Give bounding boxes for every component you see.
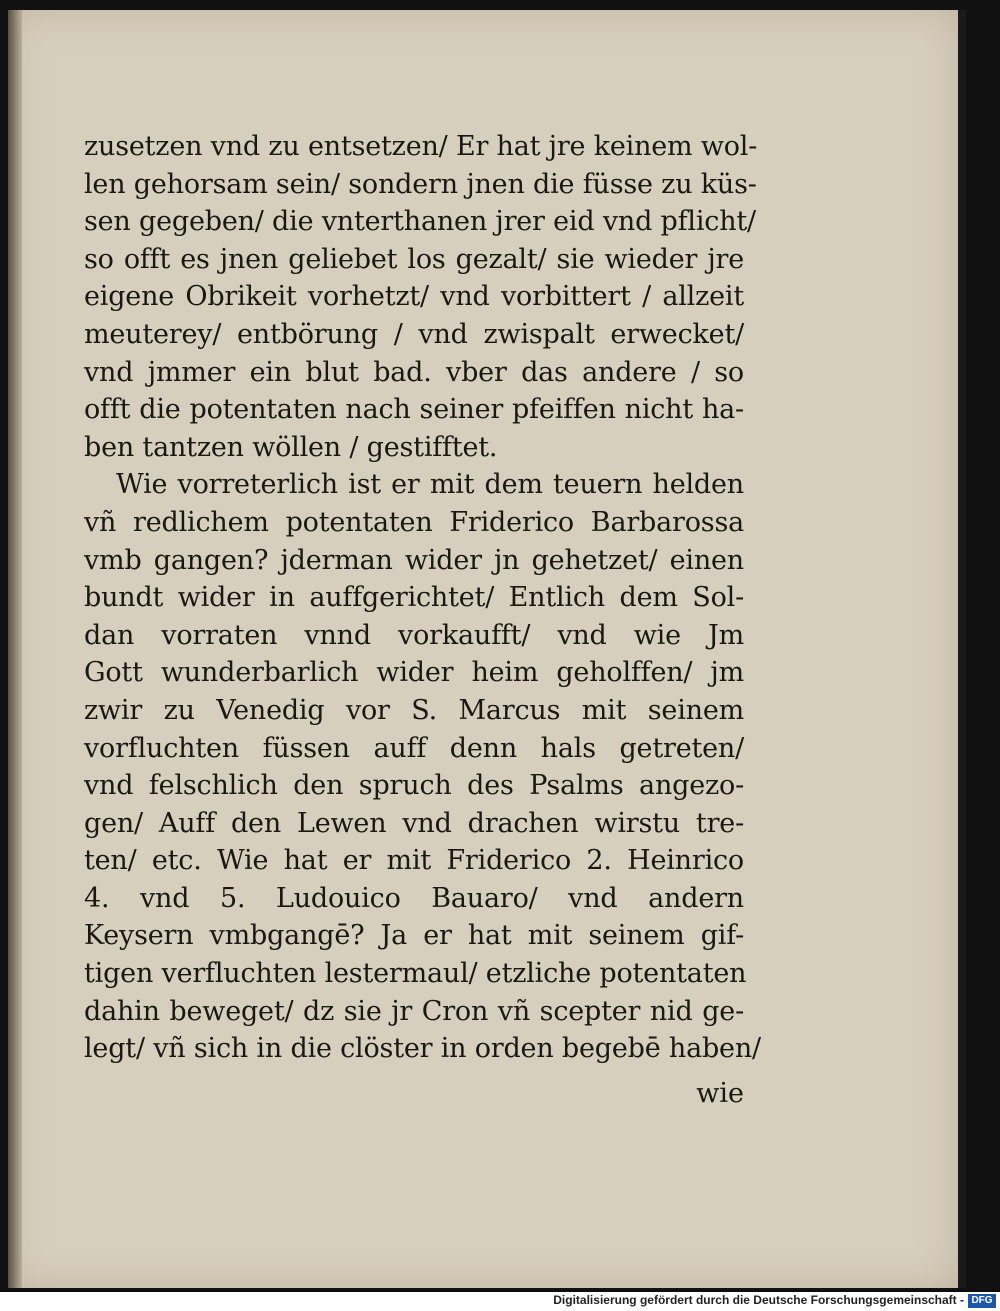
text-line: so offt es jnen geliebet los gezalt/ sie wieder jre <box>84 243 744 275</box>
text-line: dahin beweget/ dz sie jr Cron vñ scepter nid ge- <box>84 995 744 1027</box>
text-line: dan vorraten vnnd vorkaufft/ vnd wie Jm <box>84 619 744 651</box>
text-line: ten/ etc. Wie hat er mit Friderico 2. Heinrico <box>84 845 744 877</box>
text-line: Gott wunderbarlich wider heim geholffen/ jm <box>84 657 744 689</box>
binding-edge <box>8 10 22 1288</box>
catchword: wie <box>696 1078 744 1109</box>
text-line: zusetzen vnd zu entsetzen/ Er hat jre keinem wol- <box>84 131 758 162</box>
digitization-footer <box>0 1292 1000 1311</box>
text-line: eigene Obrikeit vorhetzt/ vnd vorbittert / allzeit <box>84 281 744 313</box>
footer-credit: Digitalisierung gefördert durch die Deutsche Forschungsgemeinschaft - <box>553 1293 964 1307</box>
text-line: vñ redlichem potentaten Friderico Barbarossa <box>84 506 744 538</box>
text-line: offt die potentaten nach seiner pfeiffen nicht ha- <box>84 394 744 426</box>
text-line: sen gegeben/ die vnterthanen jrer eid vnd pflicht/ <box>84 206 756 238</box>
text-line: legt/ vñ sich in die clöster in orden begebē haben/ <box>84 1033 761 1065</box>
text-line: vnd felschlich den spruch des Psalms angezo- <box>84 770 744 802</box>
text-line: meuterey/ entbörung / vnd zwispalt erwecket/ <box>84 318 744 350</box>
text-line: vnd jmmer ein blut bad. vber das andere / so <box>84 356 744 388</box>
text-line: bundt wider in auffgerichtet/ Entlich dem Sol- <box>84 582 744 614</box>
text-line: Keysern vmbgangē? Ja er hat mit seinem gif- <box>84 920 744 952</box>
paragraph-start-line: Wie vorreterlich ist er mit dem teuern helden <box>116 469 744 501</box>
text-line: len gehorsam sein/ sondern jnen die füsse zu küs- <box>84 168 757 200</box>
page-right-edge <box>958 10 966 1288</box>
text-line: vorfluchten füssen auff denn hals getreten/ <box>84 732 744 764</box>
text-block <box>84 128 761 1068</box>
text-line: zwir zu Venedig vor S. Marcus mit seinem <box>84 694 744 726</box>
text-line: vmb gangen? jderman wider jn gehetzet/ einen <box>84 544 744 576</box>
text-line: ben tantzen wöllen / gestifftet. <box>84 431 498 463</box>
text-line: tigen verfluchten lestermaul/ etzliche potentaten <box>84 958 747 990</box>
dfg-logo: DFG <box>968 1294 996 1308</box>
text-line: gen/ Auff den Lewen vnd drachen wirstu tre- <box>84 807 744 839</box>
text-line: 4. vnd 5. Ludouico Bauaro/ vnd andern <box>84 882 744 914</box>
